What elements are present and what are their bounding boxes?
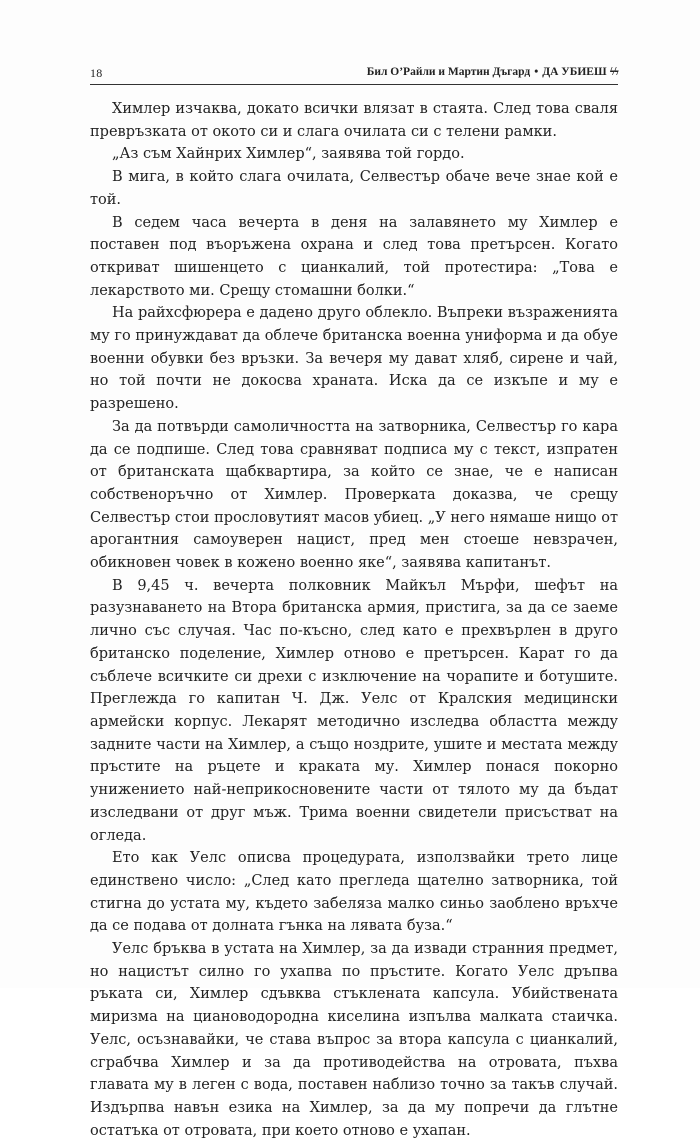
paragraph: Уелс бръква в устата на Химлер, за да извади странния предмет, но нацистът силно го ухапва по пръстите. Когато Уелс дръпва ръката си, Химлер сдъвква стъклената капсула. Убийствената миризма на циановодородна киселина изпълва малката стаичка. Уелс, осъзнавайки, че става въпрос за втора капсула с цианкалий, сграбчва Химлер и за да противодейства на отровата, пъхва главата му в леген с вода, поставен наблизо точно за такъв случай. Издърпва навън езика на Химлер, за да му попречи да глътне остатъка от отровата, при което отново е ухапан. [90, 941, 618, 1139]
ss-runes-logo: ϟϟ [609, 66, 618, 78]
paragraph: В седем часа вечерта в деня на залавянето му Химлер е поставен под въоръжена охрана и след това претърсен. Когато откриват шишенцето с цианкалий, той протестира: „Това е лекарството ми. Срещу стомашни болки.“ [90, 214, 618, 299]
paragraph: Химлер изчаква, докато всички влязат в стаята. След това сваля превръзката от окото си и слага очилата си с телени рамки. [90, 101, 618, 140]
paragraph: Ето как Уелс описва процедурата, използвайки трето лице единствено число: „След като прегледа щателно затворника, той стигна до устата му, където забеляза малко синьо заоблено връхче да се подава от долната гънка на лявата буза.“ [90, 850, 618, 935]
page-number: 18 [90, 66, 103, 80]
page-header [90, 66, 618, 84]
body-text [90, 98, 618, 1142]
paragraph: В мига, в който слага очилата, Селвестър обаче вече знае кой е той. [90, 169, 618, 208]
running-head-separator: • [534, 66, 539, 78]
paragraph: „Аз съм Хайнрих Химлер“, заявява той гордо. [112, 146, 465, 163]
paragraph: На райхсфюрера е дадено друго облекло. Въпреки възраженията му го принуждават да облече британска военна униформа и да обуе военни обувки без връзки. За вечеря му дават хляб, сирене и чай, но той почти не докосва храната. Иска да се изкъпе и му е разрешено. [90, 305, 619, 413]
running-head-title: ДА УБИЕШ [542, 66, 607, 78]
paragraph: В 9,45 ч. вечерта полковник Майкъл Мърфи, шефът на разузнаването на Втора британска армия, пристига, за да се заеме лично със случая. Час по-късно, след като е прехвърлен в друго британско поделение, Химлер отново е претърсен. Карат го да съблече всичките си дрехи с изключение на чорапите и ботушите. Преглежда го капитан Ч. Дж. Уелс от Кралския медицински армейски корпус. Лекарят методично изследва областта между задните части на Химлер, а също ноздрите, ушите и местата между пръстите на ръцете и краката му. Химлер понася покорно унижението най-неприкосновените части от тялото му да бъдат изследвани от друг мъж. Трима военни свидетели присъстват на огледа. [90, 577, 618, 844]
paragraph: За да потвърди самоличността на затворника, Селвестър го кара да се подпише. След това сравняват подписа му с текст, изпратен от британската щабквартира, за който се знае, че е написан собственоръчно от Химлер. Проверката доказва, че срещу Селвестър стои прословутият масов убиец. „У него нямаше нищо от арогантния самоуверен нацист, пред мен стоеше невзрачен, обикновен човек в кожено военно яке“, заявява капитанът. [90, 418, 618, 572]
running-head [367, 66, 618, 78]
running-head-authors: Бил О’Райли и Мартин Дъгард [366, 66, 531, 78]
header-rule [90, 84, 618, 85]
